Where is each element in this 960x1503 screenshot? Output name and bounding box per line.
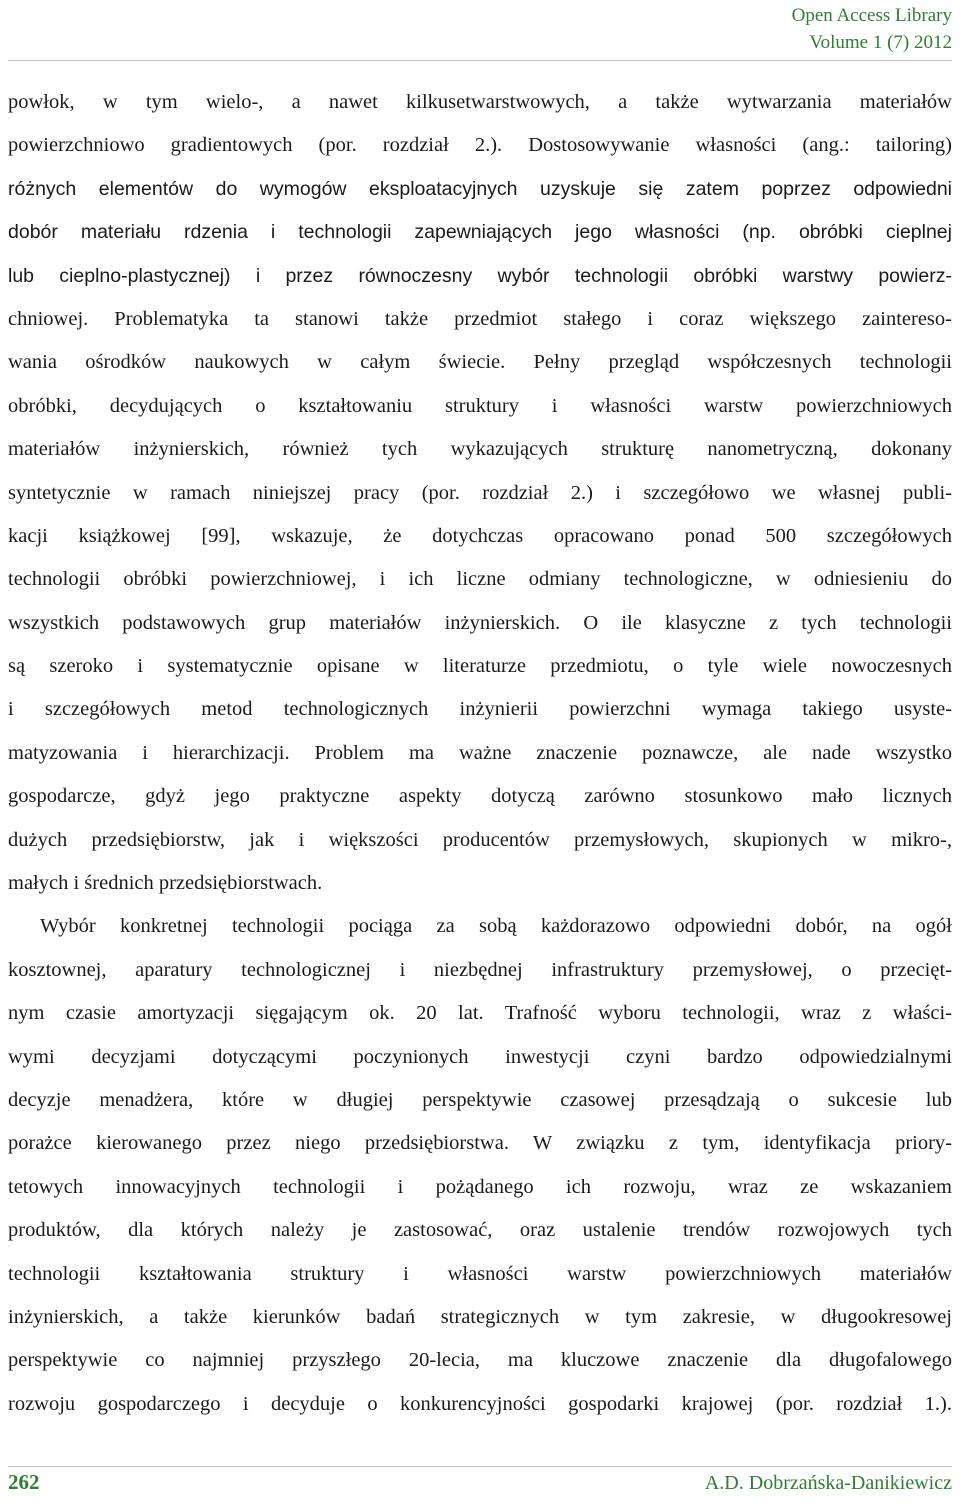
text-line: powłok, w tym wielo-, a nawet kilkusetwarstwowych, a także wytwarzania materiałów (8, 91, 952, 113)
text-line: matyzowania i hierarchizacji. Problem ma ważne znaczenie poznawcze, ale nade wszystko (8, 741, 952, 764)
text-line: wania ośrodków naukowych w całym świecie. Pełny przegląd współczesnych technologii (8, 351, 952, 374)
text-line: kacji książkowej [99], wskazuje, że dotychczas opracowano ponad 500 szczegółowych (8, 524, 952, 547)
text-line: są szeroko i systematycznie opisane w literaturze przedmiotu, o tyle wiele nowoczesnych (8, 655, 952, 678)
text-line: dobór materiału rdzenia i technologii zapewniających jego własności (np. obróbki cieplnej (8, 221, 952, 244)
text-line: gospodarcze, gdyż jego praktyczne aspekty dotyczą zarówno stosunkowo mało licznych (8, 785, 952, 808)
text-line: inżynierskich, a także kierunków badań strategicznych w tym zakresie, w długookresowej (8, 1305, 952, 1328)
text-line: syntetycznie w ramach niniejszej pracy (por. rozdział 2.) i szczegółowo we własnej publi- (8, 481, 952, 504)
text-line: technologii kształtowania struktury i własności warstw powierzchniowych materiałów (8, 1262, 952, 1285)
text-line: wszystkich podstawowych grup materiałów inżynierskich. O ile klasyczne z tych technologii (8, 611, 952, 634)
text-line: powierzchniowo gradientowych (por. rozdział 2.). Dostosowywanie własności (ang.: tailoring) (8, 134, 952, 157)
text-line: nym czasie amortyzacji sięgającym ok. 20 lat. Trafność wyboru technologii, wraz z właści- (8, 1002, 952, 1025)
text-line: i szczegółowych metod technologicznych inżynierii powierzchni wymaga takiego usyste- (8, 698, 952, 721)
text-line: produktów, dla których należy je zastosować, oraz ustalenie trendów rozwojowych tych (8, 1219, 952, 1242)
text-line: technologii obróbki powierzchniowej, i ich liczne odmiany technologiczne, w odniesieniu do (8, 568, 952, 591)
text-line: małych i średnich przedsiębiorstwach. (8, 872, 323, 895)
paragraph-1 (8, 85, 952, 909)
text-line: porażce kierowanego przez niego przedsiębiorstwa. W związku z tym, identyfikacja priory- (8, 1132, 952, 1155)
text-line: Wybór konkretnej technologii pociąga za sobą każdorazowo odpowiedni dobór, na ogół (40, 915, 952, 938)
text-line: kosztownej, aparatury technologicznej i niezbędnej infrastruktury przemysłowej, o przecięt- (8, 958, 952, 981)
paragraph-2 (8, 909, 952, 1430)
text-line: lub cieplno-plastycznej) i przez równoczesny wybór technologii obróbki warstwy powierz- (8, 264, 952, 287)
text-line: decyzje menadżera, które w długiej perspektywie czasowej przesądzają o sukcesie lub (8, 1088, 952, 1111)
journal-volume: Volume 1 (7) 2012 (809, 32, 952, 53)
body-text (8, 85, 952, 1430)
footer-divider (8, 1466, 952, 1467)
running-header (792, 2, 952, 56)
text-line: dużych przedsiębiorstw, jak i większości producentów przemysłowych, skupionych w mikro-, (8, 828, 952, 851)
text-line: tetowych innowacyjnych technologii i pożądanego ich rozwoju, wraz ze wskazaniem (8, 1175, 952, 1198)
text-line: materiałów inżynierskich, również tych wykazujących strukturę nanometryczną, dokonany (8, 438, 952, 461)
text-line: różnych elementów do wymogów eksploatacyjnych uzyskuje się zatem poprzez odpowiedni (8, 177, 952, 200)
text-line: rozwoju gospodarczego i decyduje o konkurencyjności gospodarki krajowej (por. rozdział 1.). (8, 1392, 952, 1415)
journal-name: Open Access Library (791, 5, 952, 26)
running-footer-author: A.D. Dobrzańska-Danikiewicz (704, 1472, 952, 1494)
text-line: obróbki, decydujących o kształtowaniu struktury i własności warstw powierzchniowych (8, 394, 952, 417)
text-line: perspektywie co najmniej przyszłego 20-lecia, ma kluczowe znaczenie dla długofalowego (8, 1349, 952, 1372)
header-divider (8, 60, 952, 61)
page-number: 262 (8, 1470, 40, 1494)
text-line: chniowej. Problematyka ta stanowi także przedmiot stałego i coraz większego zaintereso- (8, 307, 952, 330)
text-line: wymi decyzjami dotyczącymi poczynionych inwestycji czyni bardzo odpowiedzialnymi (8, 1045, 952, 1068)
